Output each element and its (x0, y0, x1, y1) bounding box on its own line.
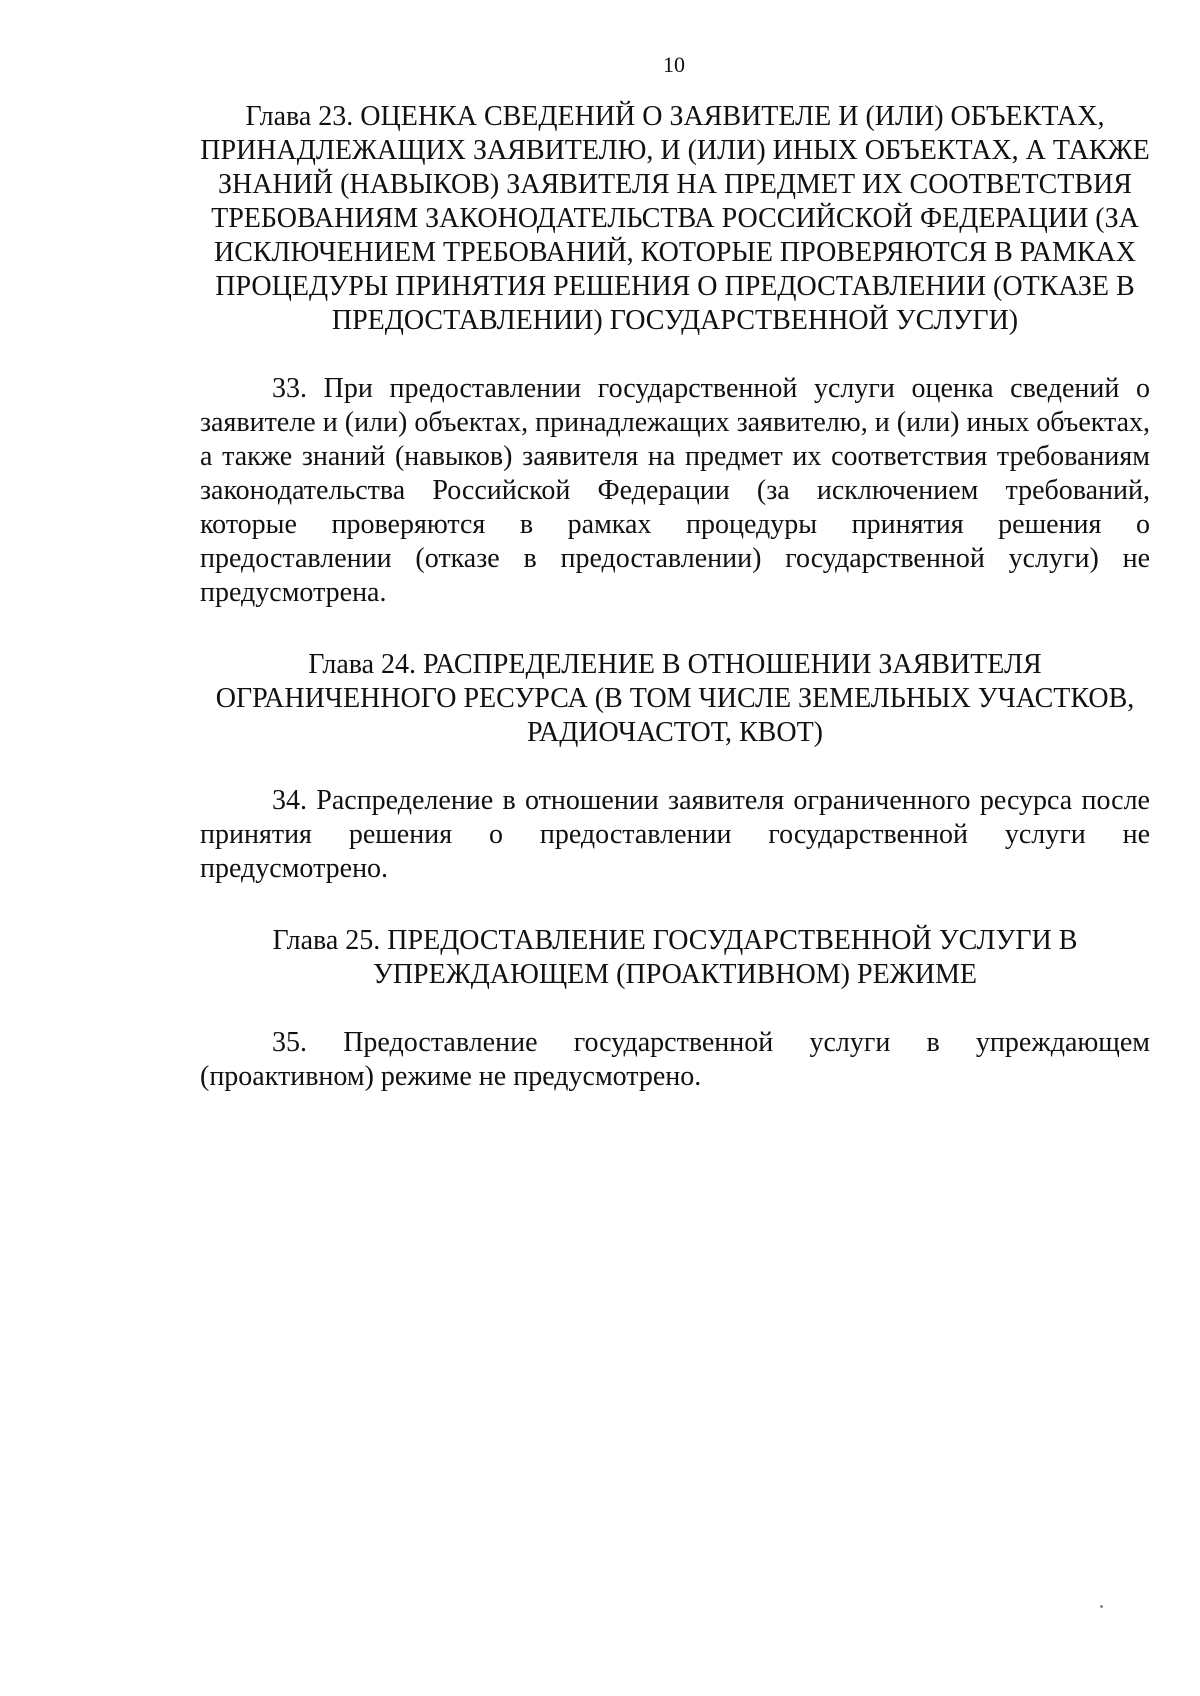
chapter-23-title: Глава 23. ОЦЕНКА СВЕДЕНИЙ О ЗАЯВИТЕЛЕ И (ИЛИ) ОБЪЕКТАХ, ПРИНАДЛЕЖАЩИХ ЗАЯВИТЕЛЮ, И (ИЛИ) ИНЫХ ОБЪЕКТАХ, А ТАКЖЕ ЗНАНИЙ (НАВЫКОВ) ЗАЯВИТЕЛЯ НА ПРЕДМЕТ ИХ СООТВЕТСТВИЯ ТРЕБОВАНИЯМ ЗАКОНОДАТЕЛЬСТВА РОССИЙСКОЙ ФЕДЕРАЦИИ (ЗА ИСКЛЮЧЕНИЕМ ТРЕБОВАНИЙ, КОТОРЫЕ ПРОВЕРЯЮТСЯ В РАМКАХ ПРОЦЕДУРЫ ПРИНЯТИЯ РЕШЕНИЯ О ПРЕДОСТАВЛЕНИИ (ОТКАЗЕ В ПРЕДОСТАВЛЕНИИ) ГОСУДАРСТВЕННОЙ УСЛУГИ) (200, 101, 1150, 336)
document-body (200, 100, 1150, 1094)
chapter-25-title: Глава 25. ПРЕДОСТАВЛЕНИЕ ГОСУДАРСТВЕННОЙ УСЛУГИ В УПРЕЖДАЮЩЕМ (ПРОАКТИВНОМ) РЕЖИМЕ (272, 925, 1078, 990)
paragraph-34: 34. Распределение в отношении заявителя ограниченного ресурса после принятия решения о предоставлении государственной услуги не предусмотрено. (200, 785, 1150, 884)
scan-speck (1100, 1605, 1103, 1608)
page-number: 10 (663, 52, 685, 77)
paragraph-35: 35. Предоставление государственной услуги в упреждающем (проактивном) режиме не предусмотрено. (200, 1027, 1150, 1092)
paragraph-33: 33. При предоставлении государственной услуги оценка сведений о заявителе и (или) объектах, принадлежащих заявителю, и (или) иных объектах, а также знаний (навыков) заявителя на предмет их соответствия требованиям законодательства Российской Федерации (за исключением требований, которые проверяются в рамках процедуры принятия решения о предоставлении (отказе в предоставлении) государственной услуги) не предусмотрена. (200, 373, 1150, 608)
chapter-24-title: Глава 24. РАСПРЕДЕЛЕНИЕ В ОТНОШЕНИИ ЗАЯВИТЕЛЯ ОГРАНИЧЕННОГО РЕСУРСА (В ТОМ ЧИСЛЕ ЗЕМЕЛЬНЫХ УЧАСТКОВ, РАДИОЧАСТОТ, КВОТ) (215, 649, 1135, 748)
